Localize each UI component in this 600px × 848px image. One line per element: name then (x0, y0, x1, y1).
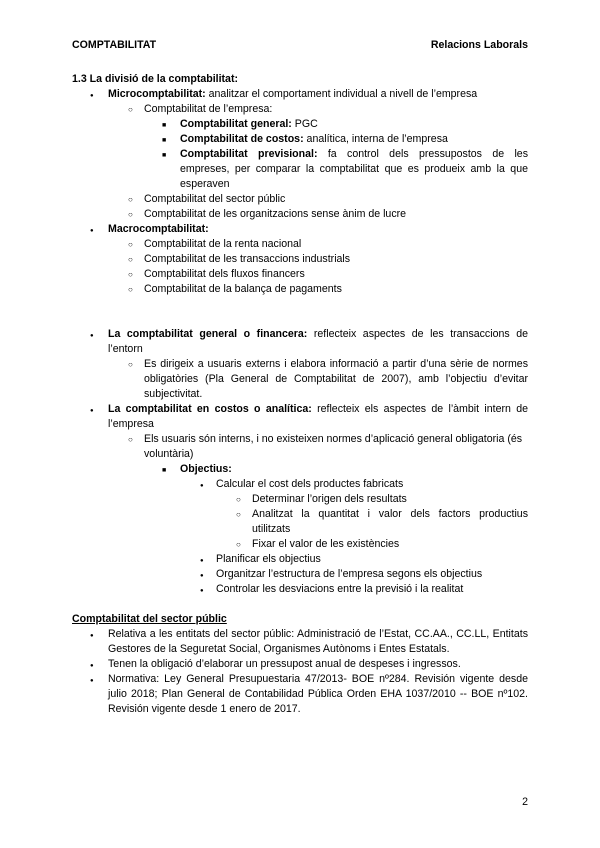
bullet-dot-icon (90, 327, 94, 344)
costos-text: analítica, interna de l’empresa (303, 133, 448, 145)
objectiu-text: Calcular el cost dels productes fabricats (216, 478, 404, 490)
general-financera-text: reflecteix aspectes de les transaccions de l’entorn (108, 328, 529, 355)
bullet-circle-icon (128, 252, 133, 267)
macro-label: Macrocomptabilitat: (108, 223, 209, 235)
list-item-objectiu (72, 567, 528, 582)
list-item-sense-anim (72, 207, 528, 222)
list-item-previsional (72, 147, 528, 192)
list-item-objectiu (72, 582, 528, 597)
empresa-text: Comptabilitat de l’empresa: (144, 103, 273, 115)
bullet-circle-icon (128, 432, 133, 447)
sector-public-title: Comptabilitat del sector públic (72, 613, 227, 625)
costos-analitica-text: reflecteix els aspectes de l’àmbit intern de l’empresa (108, 403, 528, 430)
costos-sub-text: Els usuaris són interns, i no existeixen normes d’aplicació general obligatoria (és voluntària) (144, 433, 523, 460)
list-item-general-sub (72, 357, 528, 402)
list-item-costos-analitica (72, 402, 528, 432)
general-financera-label: La comptabilitat general o financera: (108, 328, 308, 340)
list-item-macro (72, 222, 528, 237)
list-item-general-financera (72, 327, 528, 357)
general-label: Comptabilitat general: (180, 118, 292, 130)
bullet-circle-icon (128, 102, 133, 117)
list-item-sub-objectiu (72, 537, 528, 552)
list-item-micro (72, 87, 528, 102)
bullet-square-icon (162, 147, 166, 163)
costos-label: Comptabilitat de costos: (180, 133, 304, 145)
bullet-dot-icon (90, 402, 94, 419)
list-item-objectiu (72, 477, 528, 492)
list-item-general (72, 117, 528, 132)
list-item (72, 282, 528, 297)
sector-public-item: Tenen la obligació d’elaborar un pressupost anual de despeses i ingressos. (108, 658, 461, 670)
header-right: Relacions Laborals (430, 39, 528, 51)
list-item (72, 627, 528, 657)
sub-objectiu-text: Determinar l’origen dels resultats (252, 493, 407, 505)
bullet-dot-icon (90, 672, 94, 689)
sub-objectiu-text: Fixar el valor de les existències (252, 538, 400, 550)
bullet-circle-icon (128, 267, 133, 282)
bullet-circle-icon (128, 237, 133, 252)
objectiu-text: Planificar els objectius (216, 553, 321, 565)
macro-item: Comptabilitat de les transaccions industrials (144, 253, 351, 265)
list-item-objectius (72, 462, 528, 477)
bullet-circle-icon (128, 282, 133, 297)
objectiu-text: Controlar les desviacions entre la previsió i la realitat (216, 583, 464, 595)
bullet-circle-icon (236, 507, 241, 522)
bullet-circle-icon (128, 192, 133, 207)
previsional-text: fa control dels pressupostos de les empreses, per comparar la comptabilitat que es produeix amb la que esperaven (180, 148, 528, 190)
bullet-dot-icon (90, 627, 94, 644)
list-item-costos (72, 132, 528, 147)
list-item-sub-objectiu (72, 507, 528, 537)
list-item (72, 672, 528, 717)
general-sub-text: Es dirigeix a usuaris externs i elabora informació a partir d’una sèrie de normes obligatòries (Pla General de Comptabilitat de 2007), amb l’objectiu d’evitar subjectivitat. (144, 358, 528, 400)
macro-item: Comptabilitat de la renta nacional (144, 238, 302, 250)
bullet-circle-icon (128, 207, 133, 222)
section-title: 1.3 La divisió de la comptabilitat: (72, 73, 239, 85)
sector-public-item: Normativa: Ley General Presupuestaria 47/2013- BOE nº284. Revisión vigente desde julio 2018; Plan General de Contabilidad Pública Orden EHA 1037/2010 -- BOE nº102. Revisión vigente desde 1 enero de 2017. (108, 673, 528, 715)
list-item-sub-objectiu (72, 492, 528, 507)
list-item-objectiu (72, 552, 528, 567)
page-content (72, 72, 528, 717)
general-text: PGC (291, 118, 318, 130)
micro-text: analitzar el comportament individual a nivell de l’empresa (205, 88, 478, 100)
list-item (72, 252, 528, 267)
page-number: 2 (522, 796, 528, 808)
list-item-sector (72, 192, 528, 207)
list-item-costos-sub (72, 432, 528, 462)
sector-text: Comptabilitat del sector públic (144, 193, 286, 205)
list-item (72, 237, 528, 252)
bullet-circle-icon (236, 537, 241, 552)
sub-objectiu-text: Analitzat la quantitat i valor dels factors productius utilitzats (252, 508, 528, 535)
list-item (72, 657, 528, 672)
bullet-dot-icon (200, 582, 204, 599)
bullet-square-icon (162, 462, 166, 478)
bullet-circle-icon (128, 357, 133, 372)
bullet-square-icon (162, 117, 166, 133)
micro-label: Microcomptabilitat: (108, 88, 206, 100)
previsional-label: Comptabilitat previsional: (180, 148, 318, 160)
macro-item: Comptabilitat de la balança de pagaments (144, 283, 342, 295)
sector-public-item: Relativa a les entitats del sector públic: Administració de l’Estat, CC.AA., CC.LL, Entitats Gestores de la Seguretat Social, Organismes Autònoms i Entes Estatals. (108, 628, 528, 655)
objectius-label: Objectius: (180, 463, 232, 475)
macro-item: Comptabilitat dels fluxos financers (144, 268, 305, 280)
costos-analitica-label: La comptabilitat en costos o analítica: (108, 403, 312, 415)
sense-anim-text: Comptabilitat de les organitzacions sense ànim de lucre (144, 208, 407, 220)
bullet-square-icon (162, 132, 166, 148)
bullet-circle-icon (236, 492, 241, 507)
header-left: COMPTABILITAT (72, 39, 157, 51)
objectiu-text: Organitzar l’estructura de l’empresa segons els objectius (216, 568, 483, 580)
list-item-empresa (72, 102, 528, 117)
list-item (72, 267, 528, 282)
